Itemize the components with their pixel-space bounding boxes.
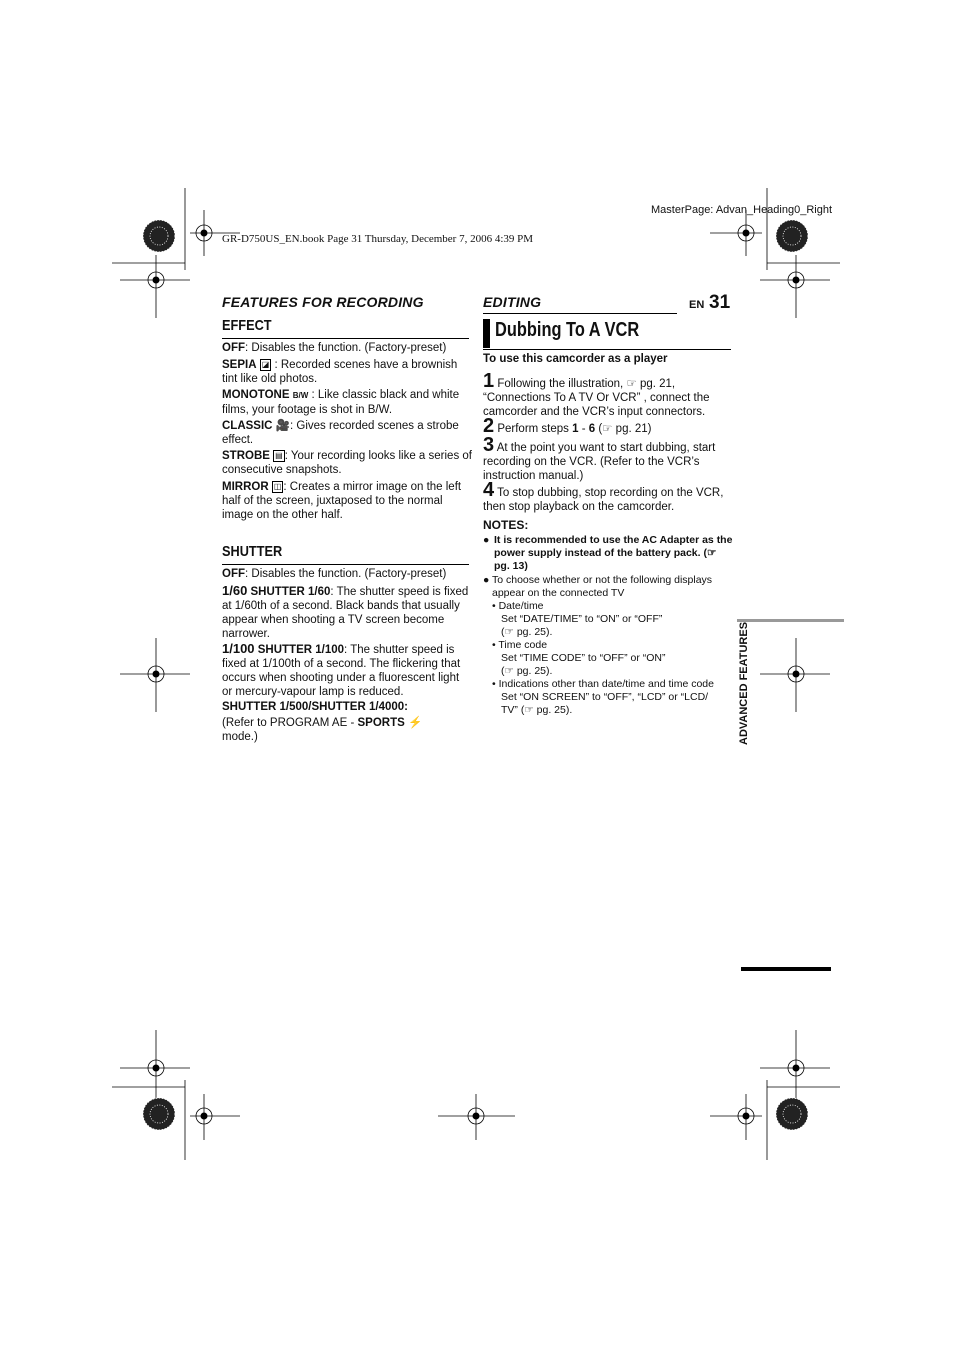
right-section-title: EDITING (483, 294, 542, 310)
shutter-1-100: 1/100 SHUTTER 1/100: The shutter speed is fixed at 1/100th of a second. The flickering that occurs when shooting under a fluorescent light or mercury-vapour lamp is reduced. (222, 641, 461, 698)
effect-monotone: MONOTONE B/W : Like classic black and white films, your footage is shot in B/W. (222, 389, 460, 416)
shutter-1-60: 1/60 SHUTTER 1/60: The shutter speed is fixed at 1/60th of a second. Black bands that usually appear when shooting a TV screen become narrower. (222, 583, 469, 640)
shutter-off: OFF: Disables the function. (Factory-preset) (222, 568, 447, 580)
page-number: 31 (709, 292, 731, 313)
step-4: 4 To stop dubbing, stop recording on the VCR, then stop playback on the camcorder. (483, 479, 724, 513)
subnote-2: • Time code Set “TIME CODE” to “OFF” or “ON” (☞ pg. 25). (492, 639, 666, 677)
mirror-icon: ◫ (273, 481, 282, 491)
note-2: ● To choose whether or not the following displays appear on the connected TV (483, 574, 713, 599)
notes-heading: NOTES: (483, 518, 529, 532)
shutter-100-icon: 1/100 (222, 641, 255, 656)
shutter-rule (222, 564, 469, 565)
film-camera-icon: 🎥 (275, 420, 291, 432)
side-tab-bar (737, 619, 844, 622)
effect-rule (222, 338, 469, 339)
bw-icon: B/W (292, 391, 309, 400)
shutter-60-icon: 1/60 (222, 583, 248, 598)
effect-heading: EFFECT (222, 317, 272, 334)
strobe-icon: ▤ (275, 450, 283, 460)
subnote-1: • Date/time Set “DATE/TIME” to “ON” or “OFF” (☞ pg. 25). (492, 600, 663, 638)
effect-strobe: STROBE ▤ : Your recording looks like a series of consecutive snapshots. (222, 450, 472, 476)
shutter-heading: SHUTTER (222, 543, 283, 560)
shutter-refer: (Refer to PROGRAM AE - SPORTS ⚡ mode.) (222, 717, 423, 743)
effect-sepia: SEPIA ◪ : Recorded scenes have a brownish tint like old photos. (222, 359, 458, 385)
sepia-icon: ◪ (261, 359, 270, 369)
shutter-1-500: SHUTTER 1/500/SHUTTER 1/4000: (222, 701, 408, 713)
editing-rule (483, 313, 677, 314)
page-title: Dubbing To A VCR (495, 319, 640, 341)
step-2: 2 Perform steps 1 - 6 (☞ pg. 21) (483, 415, 652, 437)
bullet-icon: ● (483, 574, 490, 586)
book-info: GR-D750US_EN.book Page 31 Thursday, December 7, 2006 4:39 PM (222, 233, 534, 245)
note-1: ● It is recommended to use the AC Adapter as the power supply instead of the battery pack. (☞ pg. 13) (483, 534, 733, 572)
effect-classic: CLASSIC 🎥: Gives recorded scenes a strobe effect. (222, 420, 459, 446)
step-1: 1 Following the illustration, ☞ pg. 21, “Connections To A TV Or VCR” , connect the camcorder and the VCR’s input connectors. (483, 370, 710, 418)
sports-icon: ⚡ (407, 717, 423, 729)
subnote-3: • Indications other than date/time and time code Set “ON SCREEN” to “OFF”, “LCD” or “LCD/ TV” (☞ pg. 25). (492, 678, 714, 716)
effect-off: OFF: Disables the function. (Factory-preset) (222, 342, 447, 354)
side-tab-bottom-bar (741, 967, 831, 971)
bullet-icon: ● (483, 534, 490, 546)
step-3: 3 At the point you want to start dubbing, start recording on the VCR. (Refer to the VCR’s instruction manual.) (483, 434, 716, 482)
left-section-title: FEATURES FOR RECORDING (222, 294, 424, 310)
title-bar (483, 319, 490, 348)
subtitle: To use this camcorder as a player (483, 353, 668, 365)
title-rule (483, 349, 731, 350)
masterpage-label: MasterPage: Advan_Heading0_Right (651, 204, 833, 216)
side-tab-label: ADVANCED FEATURES (738, 621, 750, 745)
page-lang: EN (689, 299, 705, 311)
effect-mirror: MIRROR ◫ : Creates a mirror image on the left half of the screen, juxtaposed to the normal image on the other half. (222, 481, 462, 521)
